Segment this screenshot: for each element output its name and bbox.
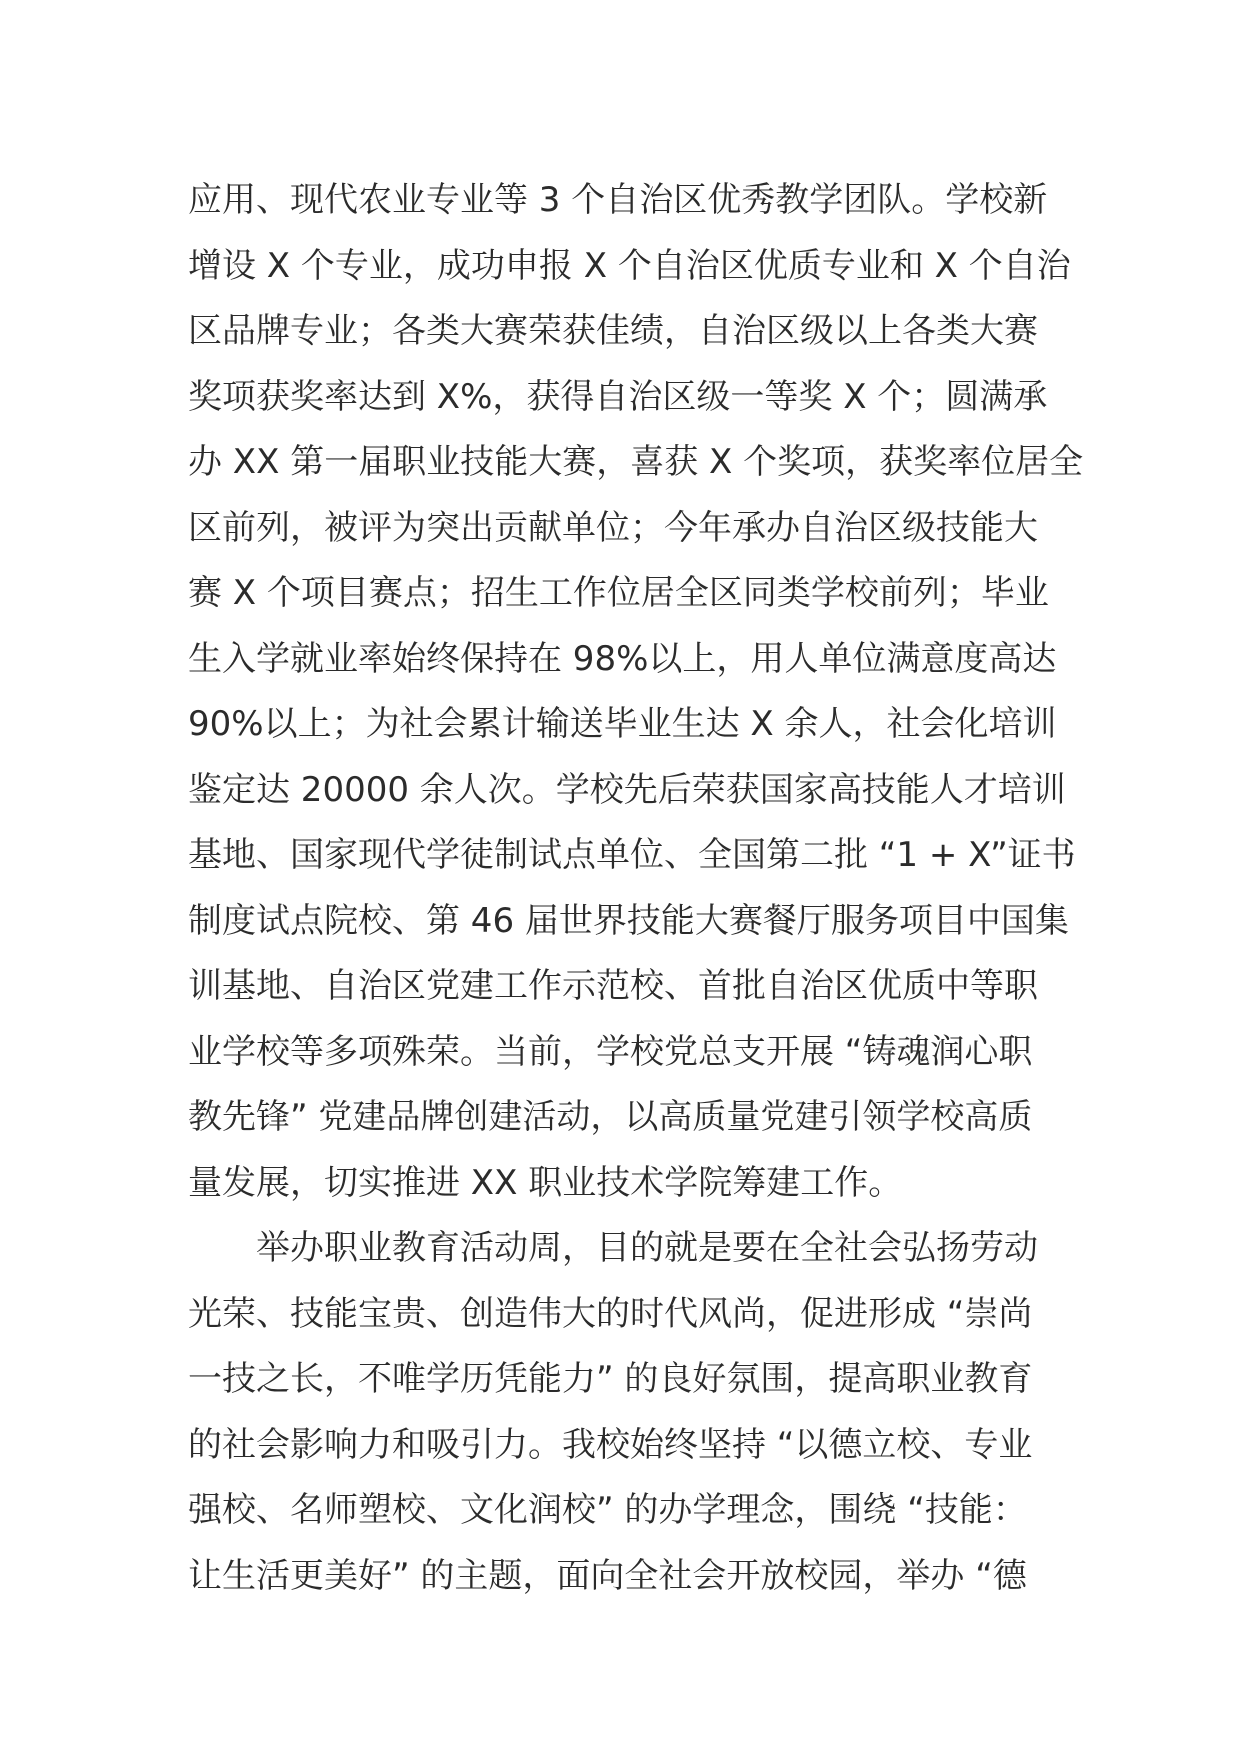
text-line: 教先锋” 党建品牌创建活动，以高质量党建引领学校高质	[188, 1097, 1033, 1137]
text-line: 一技之长，不唯学历凭能力” 的良好氛围，提高职业教育	[188, 1359, 1033, 1399]
text-line: 让生活更美好” 的主题，面向全社会开放校园，举办 “德	[188, 1555, 1027, 1596]
text-line: 训基地、自治区党建工作示范校、首批自治区优质中等职	[188, 966, 1038, 1006]
text-line: 增设 X 个专业，成功申报 X 个自治区优质专业和 X 个自治	[188, 245, 1071, 286]
paragraph-1	[188, 168, 1084, 1216]
text-line: 基地、国家现代学徒制试点单位、全国第二批 “1 + X”证书	[188, 835, 1076, 875]
text-line: 量发展，切实推进 XX 职业技术学院筹建工作。	[188, 1162, 903, 1203]
text-line: 区品牌专业；各类大赛荣获佳绩，自治区级以上各类大赛	[188, 311, 1038, 351]
paragraph-2	[188, 1216, 1068, 1609]
text-line: 制度试点院校、第 46 届世界技能大赛餐厅服务项目中国集	[188, 900, 1069, 941]
text-line: 应用、现代农业专业等 3 个自治区优秀教学团队。学校新	[188, 180, 1048, 220]
text-line: 鉴定达 20000 余人次。学校先后荣获国家高技能人才培训	[188, 769, 1066, 810]
text-line: 生入学就业率始终保持在 98%以上，用人单位满意度高达	[188, 638, 1057, 679]
text-line: 业学校等多项殊荣。当前，学校党总支开展 “铸魂润心职	[188, 1031, 1033, 1072]
text-line: 的社会影响力和吸引力。我校始终坚持 “以德立校、专业	[188, 1424, 1033, 1465]
text-line: 强校、名师塑校、文化润校” 的办学理念，围绕 “技能：	[188, 1490, 1027, 1530]
text-line: 90%以上；为社会累计输送毕业生达 X 余人，社会化培训	[188, 704, 1057, 744]
text-line-first: 举办职业教育活动周，目的就是要在全社会弘扬劳动	[256, 1228, 1038, 1268]
text-line: 奖项获奖率达到 X%，获得自治区级一等奖 X 个；圆满承	[188, 376, 1048, 417]
document-body	[188, 168, 1084, 1609]
text-line: 区前列，被评为突出贡献单位；今年承办自治区级技能大	[188, 507, 1038, 548]
text-line: 光荣、技能宝贵、创造伟大的时代风尚，促进形成 “崇尚	[188, 1293, 1033, 1334]
text-line: 赛 X 个项目赛点；招生工作位居全区同类学校前列；毕业	[188, 573, 1049, 613]
text-line: 办 XX 第一届职业技能大赛，喜获 X 个奖项，获奖率位居全	[188, 442, 1084, 482]
